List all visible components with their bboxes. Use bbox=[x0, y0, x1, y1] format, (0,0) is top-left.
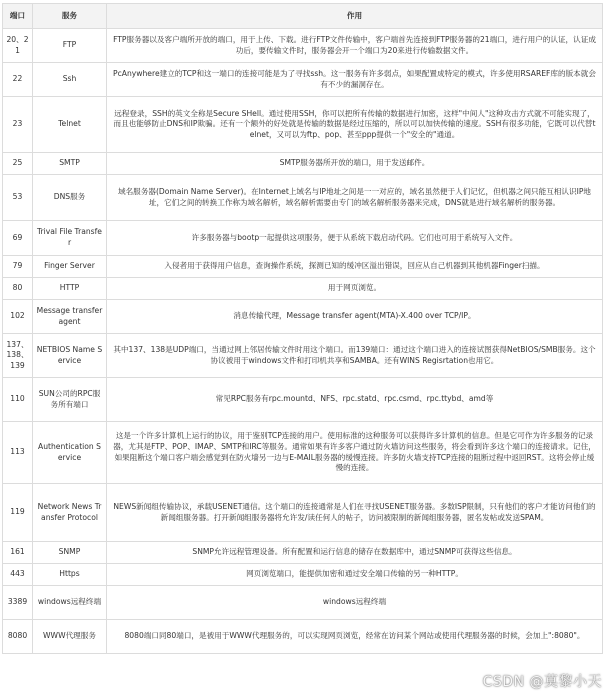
purpose-cell: NEWS新闻组传输协议，承载USENET通信。这个端口的连接通常是人们在寻找USENET服务器。多数ISP限制，只有他们的客户才能访问他们的新闻组服务器。打开新闻组服务器将允许发/读任何人的帖子，访问被限制的新闻组服务器，匿名发帖或发送SPAM。 bbox=[107, 484, 603, 542]
purpose-cell: 常见RPC服务有rpc.mountd、NFS、rpc.statd、rpc.csmd、rpc.ttybd、amd等 bbox=[107, 378, 603, 422]
table-row bbox=[3, 153, 603, 175]
service-cell: Https bbox=[33, 564, 107, 586]
port-table bbox=[2, 3, 603, 654]
table-row bbox=[3, 484, 603, 542]
purpose-cell: windows远程终端 bbox=[107, 586, 603, 620]
port-cell: 22 bbox=[3, 63, 33, 97]
service-cell: WWW代理服务 bbox=[33, 620, 107, 654]
table-row bbox=[3, 564, 603, 586]
service-cell: Authentication Service bbox=[33, 422, 107, 484]
table-row bbox=[3, 300, 603, 334]
purpose-cell: 入侵者用于获得用户信息，查询操作系统，探测已知的缓冲区溢出错误，回应从自己机器到其他机器Finger扫描。 bbox=[107, 256, 603, 278]
port-cell: 102 bbox=[3, 300, 33, 334]
service-cell: SMTP bbox=[33, 153, 107, 175]
header-purpose: 作用 bbox=[107, 4, 603, 29]
table-row bbox=[3, 542, 603, 564]
purpose-cell: 用于网页浏览。 bbox=[107, 278, 603, 300]
service-cell: Telnet bbox=[33, 97, 107, 153]
service-cell: windows远程终端 bbox=[33, 586, 107, 620]
purpose-cell: 这是一个许多计算机上运行的协议，用于鉴别TCP连接的用户。使用标准的这种服务可以获得许多计算机的信息。但是它可作为许多服务的记录器，尤其是FTP、POP、IMAP、SMTP和IRC等服务。通常如果有许多客户通过防火墙访问这些服务，将会看到许多这个端口的连接请求。记住，如果阻断这个端口客户端会感觉到在防火墙另一边与E-MAIL服务器的缓慢连接。许多防火墙支持TCP连接的阻断过程中返回RST。这将会停止缓慢的连接。 bbox=[107, 422, 603, 484]
port-cell: 53 bbox=[3, 175, 33, 221]
purpose-cell: 8080端口同80端口，是被用于WWW代理服务的，可以实现网页浏览，经常在访问某个网站或使用代理服务器的时候，会加上":8080"。 bbox=[107, 620, 603, 654]
purpose-cell: 许多服务器与bootp一起提供这项服务，便于从系统下载启动代码。它们也可用于系统写入文件。 bbox=[107, 221, 603, 256]
table-row bbox=[3, 422, 603, 484]
port-cell: 8080 bbox=[3, 620, 33, 654]
table-row bbox=[3, 221, 603, 256]
header-service: 服务 bbox=[33, 4, 107, 29]
port-cell: 443 bbox=[3, 564, 33, 586]
service-cell: DNS服务 bbox=[33, 175, 107, 221]
service-cell: Finger Server bbox=[33, 256, 107, 278]
table-row bbox=[3, 63, 603, 97]
table-row bbox=[3, 256, 603, 278]
watermark: CSDN @莫黎小天 bbox=[482, 674, 602, 690]
port-cell: 161 bbox=[3, 542, 33, 564]
table-row bbox=[3, 378, 603, 422]
purpose-cell: SMTP服务器所开放的端口，用于发送邮件。 bbox=[107, 153, 603, 175]
table-row bbox=[3, 97, 603, 153]
port-cell: 23 bbox=[3, 97, 33, 153]
service-cell: HTTP bbox=[33, 278, 107, 300]
table-row bbox=[3, 175, 603, 221]
port-cell: 80 bbox=[3, 278, 33, 300]
port-cell: 25 bbox=[3, 153, 33, 175]
purpose-cell: 其中137、138是UDP端口，当通过网上邻居传输文件时用这个端口。而139端口：通过这个端口进入的连接试图获得NetBIOS/SMB服务。这个协议被用于windows文件和打印机共享和SAMBA。还有WINS Regisrtation也用它。 bbox=[107, 334, 603, 378]
table-row bbox=[3, 278, 603, 300]
service-cell: SNMP bbox=[33, 542, 107, 564]
service-cell: Network News Transfer Protocol bbox=[33, 484, 107, 542]
port-cell: 119 bbox=[3, 484, 33, 542]
table-row bbox=[3, 334, 603, 378]
purpose-cell: PcAnywhere建立的TCP和这一端口的连接可能是为了寻找ssh。这一服务有许多弱点，如果配置成特定的模式，许多使用RSAREF库的版本就会有不少的漏洞存在。 bbox=[107, 63, 603, 97]
purpose-cell: SNMP允许远程管理设备。所有配置和运行信息的储存在数据库中，通过SNMP可获得这些信息。 bbox=[107, 542, 603, 564]
port-cell: 3389 bbox=[3, 586, 33, 620]
purpose-cell: 远程登录，SSH的英文全称是Secure SHell。通过使用SSH，你可以把所有传输的数据进行加密，这样"中间人"这种攻击方式就不可能实现了，而且也能够防止DNS和IP欺骗。还有一个额外的好处就是传输的数据是经过压缩的，所以可以加快传输的速度。SSH有很多功能，它既可以代替telnet，又可以为ftp、pop、甚至ppp提供一个"安全的"通道。 bbox=[107, 97, 603, 153]
purpose-cell: 消息传输代理，Message transfer agent(MTA)-X.400 over TCP/IP。 bbox=[107, 300, 603, 334]
purpose-cell: FTP服务器以及客户端所开放的端口，用于上传、下载。进行FTP文件传输中，客户端首先连接到FTP服务器的21端口，进行用户的认证，认证成功后，要传输文件时，服务器会开一个端口为20来进行传输数据文件。 bbox=[107, 29, 603, 63]
service-cell: NETBIOS Name Service bbox=[33, 334, 107, 378]
table-row bbox=[3, 29, 603, 63]
table-row bbox=[3, 586, 603, 620]
port-cell: 137、138、139 bbox=[3, 334, 33, 378]
port-cell: 69 bbox=[3, 221, 33, 256]
header-port: 端口 bbox=[3, 4, 33, 29]
port-cell: 113 bbox=[3, 422, 33, 484]
table-header-row bbox=[3, 4, 603, 29]
service-cell: SUN公司的RPC服务所有端口 bbox=[33, 378, 107, 422]
table-row bbox=[3, 620, 603, 654]
port-cell: 110 bbox=[3, 378, 33, 422]
service-cell: Ssh bbox=[33, 63, 107, 97]
service-cell: Message transfer agent bbox=[33, 300, 107, 334]
purpose-cell: 网页浏览端口，能提供加密和通过安全端口传输的另一种HTTP。 bbox=[107, 564, 603, 586]
purpose-cell: 域名服务器(Domain Name Server)。在Internet上域名与IP地址之间是一一对应的，域名虽然便于人们记忆，但机器之间只能互相认识IP地址，它们之间的转换工作称为域名解析，域名解析需要由专门的域名解析服务器来完成，DNS就是进行域名解析的服务器。 bbox=[107, 175, 603, 221]
port-cell: 79 bbox=[3, 256, 33, 278]
service-cell: Trival File Transfer bbox=[33, 221, 107, 256]
service-cell: FTP bbox=[33, 29, 107, 63]
port-cell: 20、21 bbox=[3, 29, 33, 63]
